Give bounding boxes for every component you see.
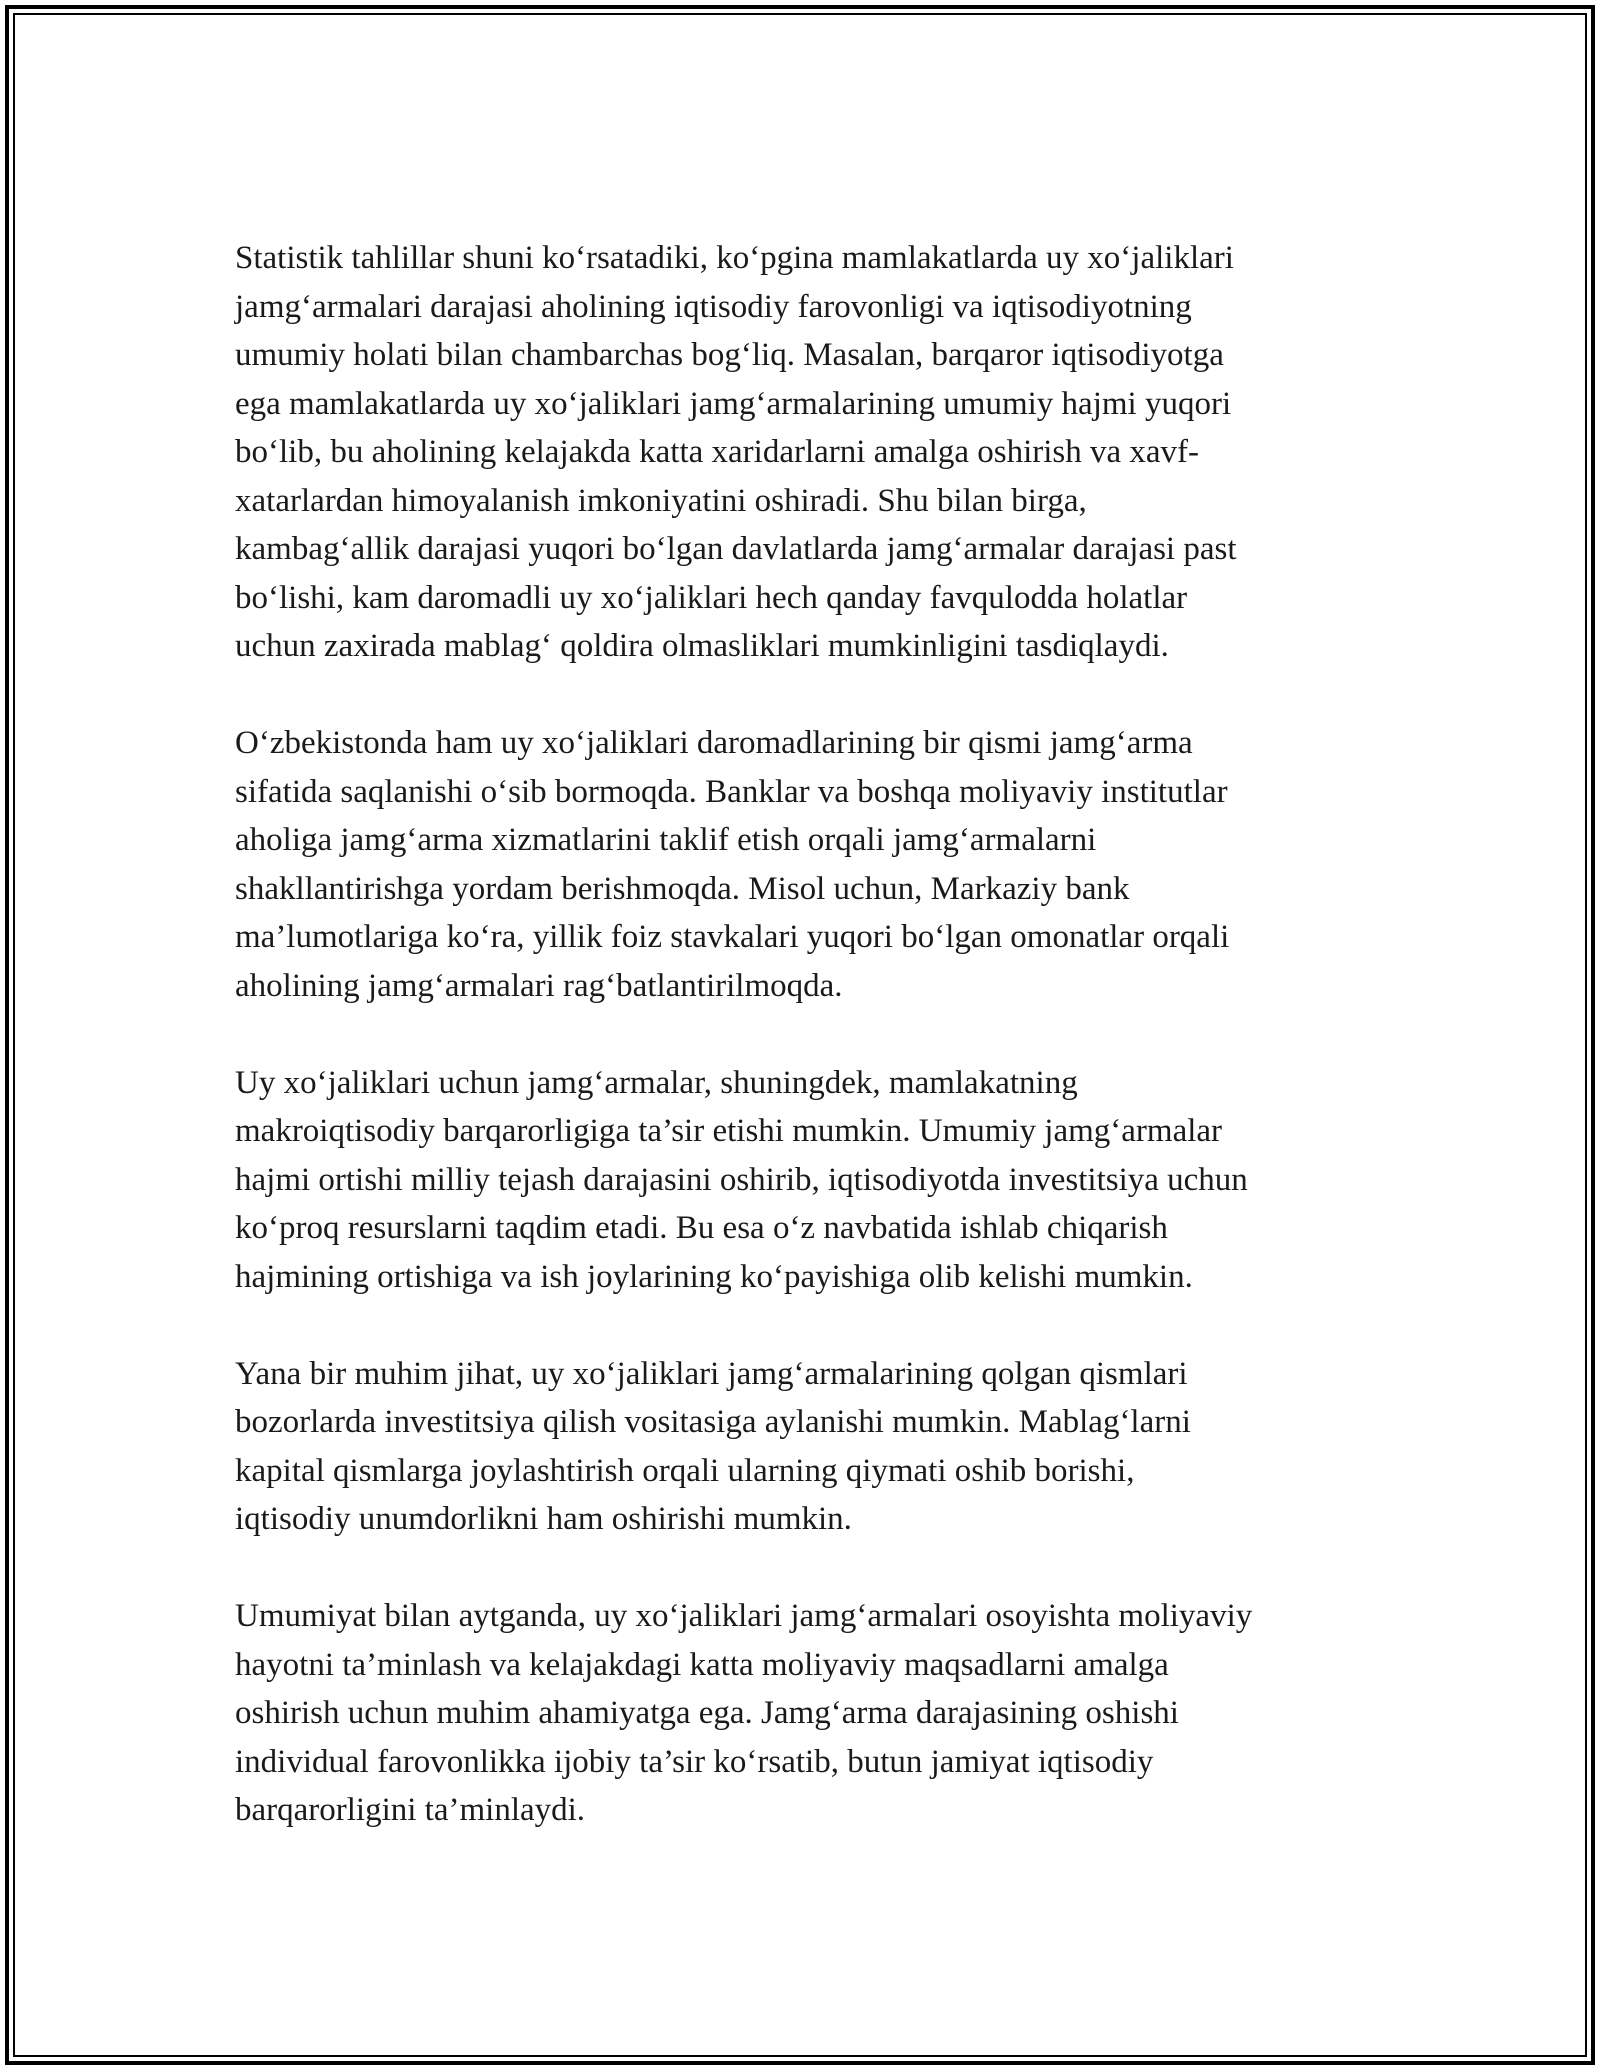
paragraph-3: Uy xo‘jaliklari uchun jamg‘armalar, shuningdek, mamlakatning makroiqtisodiy barqarorligiga ta’sir etishi mumkin. Umumiy jamg‘armalar hajmi ortishi milliy tejash darajasini oshirib, iqtisodiyotda investitsiya uchun ko‘proq resurslarni taqdim etadi. Bu esa o‘z navbatida ishlab chiqarish hajmining ortishiga va ish joylarining ko‘payishiga olib kelishi mumkin. bbox=[235, 1064, 1248, 1295]
document-body bbox=[235, 234, 1395, 1883]
paragraph-1: Statistik tahlillar shuni ko‘rsatadiki, ko‘pgina mamlakatlarda uy xo‘jaliklari jamg‘armalari darajasi aholining iqtisodiy farovonligi va iqtisodiyotning umumiy holati bilan chambarchas bog‘liq. Masalan, barqaror iqtisodiyotga ega mamlakatlarda uy xo‘jaliklari jamg‘armalarining umumiy hajmi yuqori bo‘lib, bu aholining kelajakda katta xaridarlarni amalga oshirish va xavf- xatarlardan himoyalanish imkoniyatini oshiradi. Shu bilan birga, kambag‘allik darajasi yuqori bo‘lgan davlatlarda jamg‘armalar darajasi past bo‘lishi, kam daromadli uy xo‘jaliklari hech qanday favqulodda holatlar uchun zaxirada mablag‘ qoldira olmasliklari mumkinligini tasdiqlaydi. bbox=[235, 240, 1237, 664]
paragraph-4: Yana bir muhim jihat, uy xo‘jaliklari jamg‘armalarining qolgan qismlari bozorlarda investitsiya qilish vositasiga aylanishi mumkin. Mablag‘larni kapital qismlarga joylashtirish orqali ularning qiymati oshib borishi, iqtisodiy unumdorlikni ham oshirishi mumkin. bbox=[235, 1355, 1191, 1537]
paragraph-5: Umumiyat bilan aytganda, uy xo‘jaliklari jamg‘armalari osoyishta moliyaviy hayotni ta’minlash va kelajakdagi katta moliyaviy maqsadlarni amalga oshirish uchun muhim ahamiyatga ega. Jamg‘arma darajasining oshishi individual farovonlikka ijobiy ta’sir ko‘rsatib, butun jamiyat iqtisodiy barqarorligini ta’minlaydi. bbox=[235, 1598, 1253, 1828]
paragraph-2: O‘zbekistonda ham uy xo‘jaliklari daromadlarining bir qismi jamg‘arma sifatida saqlanishi o‘sib bormoqda. Banklar va boshqa moliyaviy institutlar aholiga jamg‘arma xizmatlarini taklif etish orqali jamg‘armalarni shakllantirishga yordam berishmoqda. Misol uchun, Markaziy bank ma’lumotlariga ko‘ra, yillik foiz stavkalari yuqori bo‘lgan omonatlar orqali aholining jamg‘armalari rag‘batlantirilmoqda. bbox=[235, 725, 1230, 1004]
